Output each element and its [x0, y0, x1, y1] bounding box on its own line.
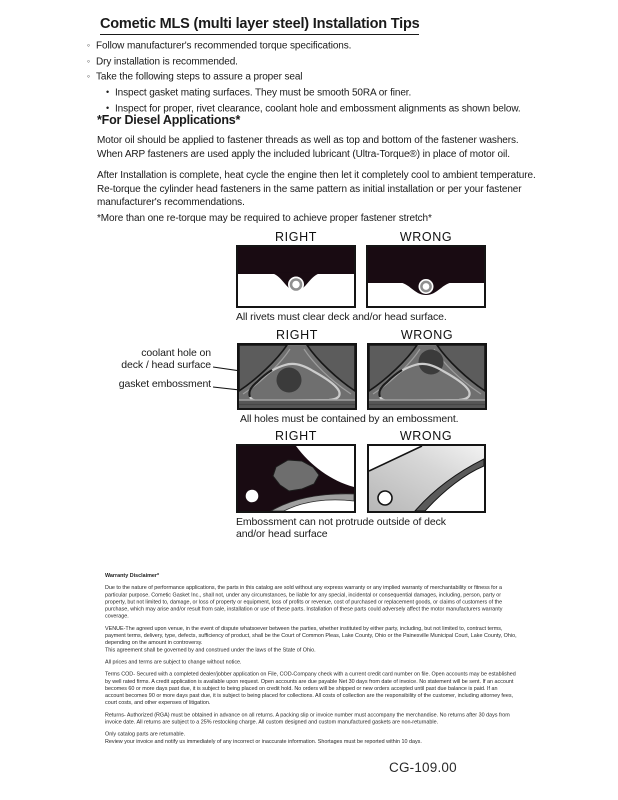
open-bullet-icon: ◦	[87, 40, 90, 50]
legal-paragraph: All prices and terms are subject to change without notice.	[105, 658, 242, 665]
legal-paragraph: Terms COD- Secured with a completed dealer/jobber application on File, COD-Company check with a current credit card number on file. Open accounts may be established by well rated firms. A credit application is available upon request. Open accounts are due payable Net 30 days from date of invoice. No statement will be sent. If an account becomes 60 or more days past due, it is subject to being placed on credit hold. No orders will be shipped or new orders accepted until past due balance is paid. If an account becomes 90 or more days past due, it is subject to being placed for collections. All costs of collection are the responsibility of the customer, including attorney fees, court costs, and other expenses of litigation.	[105, 671, 516, 706]
tip-text: Take the following steps to assure a proper seal	[96, 71, 303, 83]
open-bullet-icon: ◦	[87, 71, 90, 82]
open-bullet-icon: ◦	[87, 55, 90, 66]
figure1-right-label: RIGHT	[275, 230, 317, 244]
figure2-right-panel	[237, 343, 357, 410]
list-item	[87, 69, 567, 85]
figure2-caption: All holes must be contained by an embossment.	[240, 413, 459, 425]
legal-paragraph: Review your invoice and notify us immediately of any incorrect or inaccurate information. Shortages must be reported within 10 days.	[105, 738, 422, 745]
embossment-wrong-diagram	[369, 345, 485, 408]
figure2-wrong-label: WRONG	[400, 328, 454, 342]
list-item	[87, 54, 567, 70]
list-item	[87, 85, 567, 101]
figure3-right-label: RIGHT	[275, 429, 317, 443]
legal-paragraph: Returns- Authorized (RGA) must be obtained in advance on all returns. A packing slip or invoice number must accompany the merchandise. No returns after 30 days from invoice date. All returns are subject to a 25% restocking charge. All custom designed and custom manufactured gaskets are non-returnable.	[105, 711, 510, 726]
annotation-coolant-hole: coolant hole on deck / head surface	[121, 347, 211, 371]
rivet-clear-right-diagram	[238, 247, 354, 306]
annotation-gasket-embossment: gasket embossment	[118, 378, 211, 390]
legal-paragraph: VENUE-The agreed upon venue, in the event of dispute whatsoever between the parties, whether instituted by either party, including, but not limited to, contract terms, payment terms, delivery, type, defects, sufficiency of product, shall be the Court of Common Pleas, Lake County, Ohio or the Painesville Municipal Court, Lake County, Ohio, depending on the amount in controversy.	[105, 625, 517, 646]
figure2-wrong-panel	[367, 343, 487, 410]
diesel-paragraph-1: Motor oil should be applied to fastener threads as well as top and bottom of the fastener washers. When ARP fasteners are used apply the included lubricant (Ultra-Torque®) in place of motor oil.	[97, 135, 519, 160]
figure1-wrong-label: WRONG	[399, 230, 453, 244]
page-code: CG-109.00	[389, 760, 457, 775]
diesel-section-heading: *For Diesel Applications*	[97, 113, 241, 127]
protrusion-right-diagram	[238, 446, 354, 511]
tip-text: Inspect for proper, rivet clearance, coolant hole and embossment alignments as shown below.	[115, 103, 521, 115]
figure1-wrong-panel	[366, 245, 486, 308]
legal-paragraph: This agreement shall be governed by and construed under the laws of the State of Ohio.	[105, 646, 316, 653]
tip-text: Dry installation is recommended.	[96, 56, 238, 68]
rivet-clear-wrong-diagram	[368, 247, 484, 306]
diesel-paragraph-2: After Installation is complete, heat cycle the engine then let it completely cool to ambient temperature. Re-torque the cylinder head fasteners in the same pattern as initial installation or per your fastener manufacturer's recommendations.	[97, 170, 536, 209]
tip-text: Follow manufacturer's recommended torque specifications.	[96, 40, 352, 52]
protrusion-wrong-diagram	[369, 446, 484, 511]
figure3-right-panel	[236, 444, 356, 513]
bullet-icon: •	[106, 87, 110, 98]
bullet-icon: •	[106, 102, 110, 113]
diesel-paragraph-3: *More than one re-torque may be required to achieve proper fastener stretch*	[97, 213, 432, 224]
figure3-wrong-label: WRONG	[399, 429, 453, 443]
legal-text-block	[105, 572, 517, 745]
warranty-disclaimer-heading: Warranty Disclaimer*	[105, 572, 160, 579]
installation-tips-list	[87, 38, 567, 117]
legal-paragraph: Due to the nature of performance applications, the parts in this catalog are sold without any express warranty or any implied warranty of merchantability or fitness for a particular purpose. Cometic Gasket Inc., shall not, under any circumstances, be liable for any special, incidental or consequential damages, including, person, party or property, but not limited to, damage, or loss of property or equipment, loss of profits or revenue, cost of purchased or replacement goods, or claims of customers of the purchase, which may arise and/or result from sale, installation or use of these parts. Installation of these parts could adversely affect the motor manufacturers warranty coverage.	[105, 584, 503, 620]
legal-paragraph: Only catalog parts are returnable.	[105, 731, 186, 738]
figure1-caption: All rivets must clear deck and/or head surface.	[236, 311, 447, 323]
tip-text: Inspect gasket mating surfaces. They must be smooth 50RA or finer.	[115, 87, 412, 99]
figure3-wrong-panel	[367, 444, 486, 513]
list-item	[87, 38, 567, 54]
figure1-right-panel	[236, 245, 356, 308]
figure3-caption: Embossment can not protrude outside of deck and/or head surface	[236, 516, 446, 541]
embossment-right-diagram	[239, 345, 355, 408]
page-title: Cometic MLS (multi layer steel) Installation Tips	[100, 16, 419, 35]
figure2-right-label: RIGHT	[276, 328, 318, 342]
